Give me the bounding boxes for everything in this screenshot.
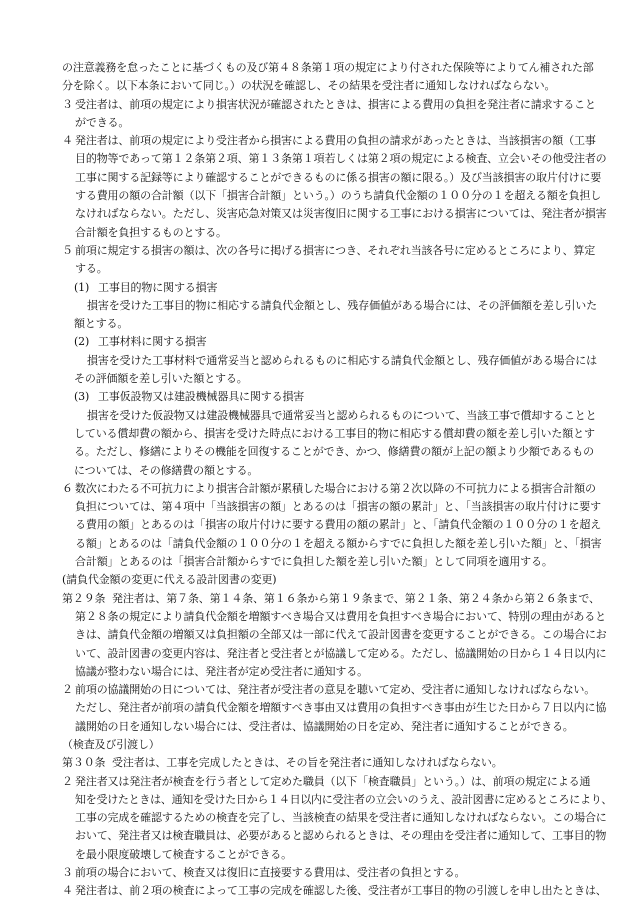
text-line: いて、設計図書の変更内容は、発注者と受注者とが協議して定める。ただし、協議開始の日から１４日以内に [75,646,607,660]
text-line: 発注者は、第７条、第１４条、第１６条から第１９条まで、第２１条、第２４条から第２６条まで、 [112,591,600,605]
paragraph-item [0,681,630,736]
item-number: ３ [62,97,73,111]
text-line: 合計額を負担するものとする。 [75,225,227,239]
text-line: 工事材料に関する損害 [98,335,207,349]
paragraph-item [0,96,630,133]
text-line: 合計額」とあるのは「損害合計額からすでに負担した額を差し引いた額」として同項を適用する。 [75,555,553,569]
text-line: の注意義務を怠ったことに基づくもの及び第４８条第１項の規定により付された保険等によりてん補された部 [62,61,594,74]
text-line: ただし、発注者が前項の請負代金額を増額すべき事由又は費用の負担すべき事由が生じた日から７日以内に協 [75,701,607,715]
text-line: 議開始の日を通知しない場合には、受注者は、協議開始の日を定め、発注者に通知することができる。 [75,719,574,733]
section-heading: (請負代金額の変更に代える設計図書の変更) [62,573,277,587]
item-number: ４ [62,134,73,148]
text-line: 発注者は、前項の規定により受注者から損害による費用の負担の請求があったときは、当該損害の額（工事 [75,134,596,148]
text-line: 前項の場合において、検査又は復旧に直接要する費用は、受注者の負担とする。 [75,866,466,880]
text-line: なければならない。ただし、災害応急対策又は災害復旧に関する工事における損害については、発注者が損害 [75,207,607,221]
text-line: 損害を受けた仮設物又は建設機械器具で通常妥当と認められるものについて、当該工事で償却することと [87,408,597,422]
text-line: 額とする。 [74,317,129,331]
text-line: おいて、発注者又は検査職員は、必要があると認められるときは、その理由を受注者に通知して、工事目的物 [75,829,607,843]
text-line: 負担については、第４項中「当該損害の額」とあるのは「損害の額の累計」と、「当該損害の取片付けに要す [75,500,601,514]
subitem-heading [0,279,630,297]
text-line: 第２８条の規定により請負代金額を増額すべき場合又は費用を負担すべき場合において、特別の理由があると [75,609,606,623]
paragraph-item [0,132,630,242]
subitem-heading [0,388,630,406]
subitem-number: (3) [74,390,90,404]
subitem-body [0,352,630,389]
text-line: きは、請負代金額の増額又は負担額の全部又は一部に代えて設計図書を変更することができる。この場合にお [75,628,607,642]
text-line: る費用の額」とあるのは「損害の取片付けに要する費用の額の累計」と、「請負代金額の１００分の１を超え [75,518,602,532]
text-line: する費用の額の合計額（以下「損害合計額」という。）のうち請負代金額の１００分の１を超える額を負担し [75,189,602,203]
text-line: 分を除く。以下本条において同じ。）の状況を確認し、その結果を受注者に通知しなければならない。 [62,79,556,93]
text-line: 受注者は、工事を完成したときは、その旨を発注者に通知しなければならない。 [112,756,503,770]
text-line: 前項に規定する損害の額は、次の各号に掲げる損害につき、それぞれ当該各号に定めるところにより、算定 [75,243,596,257]
item-number: ５ [62,243,73,257]
text-line: 数次にわたる不可抗力により損害合計額が累積した場合における第２次以降の不可抗力による損害合計額の [75,481,596,495]
subitem-body [0,407,630,480]
subitem-body [0,297,630,334]
article-number: 第２９条 [62,591,106,605]
text-line: する。 [75,262,108,276]
contract-text [0,59,630,901]
text-line: 工事に関する記録等により確認することができるものに係る損害の額に限る。）及び当該損害の取片付けに要 [75,170,602,184]
subitem-number: (2) [74,335,90,349]
text-line: 発注者は、前２項の検査によって工事の完成を確認した後、受注者が工事目的物の引渡しを申し出たときは、 [75,884,607,898]
text-line: 損害を受けた工事材料で通常妥当と認められるものに相応する請負代金額とし、残存価値がある場合には [87,353,597,367]
section-heading: （検査及び引渡し） [62,737,160,751]
text-line: 目的物等であって第１２条第２項、第１３条第１項若しくは第２項の規定による検査、立会いその他受注者の [75,152,607,166]
item-number: ３ [62,866,73,880]
text-line: については、その修繕費の額とする。 [74,463,259,477]
text-line: 工事仮設物又は建設機械器具に関する損害 [98,390,305,404]
text-line: その評価額を差し引いた額とする。 [74,372,248,386]
text-line: 前項の協議開始の日については、発注者が受注者の意見を聴いて定め、受注者に通知しなければならない。 [75,683,596,697]
paragraph-item [0,882,630,900]
item-number: ２ [62,683,73,697]
subitem-number: (1) [74,280,90,294]
text-line: 発注者又は発注者が検査を行う者として定めた職員（以下「検査職員」という。）は、前項の規定による通 [75,774,591,788]
article [0,590,630,681]
subitem-heading [0,333,630,351]
text-line: 知を受けたときは、通知を受けた日から１４日以内に受注者の立会いのうえ、設計図書に定めるところにより、 [75,792,613,806]
text-line: を最小限度破壊して検査することができる。 [75,847,292,861]
paragraph-item [0,480,630,571]
text-line: ができる。 [75,115,130,129]
text-line: 工事目的物に関する損害 [98,280,218,294]
item-number: ２ [62,774,73,788]
paragraph-item [0,773,630,864]
paragraph-item [0,864,630,882]
text-line: 協議が整わない場合には、発注者が定め受注者に通知する。 [75,664,368,678]
article-number: 第３０条 [62,756,106,770]
text-line: 受注者は、前項の規定により損害状況が確認されたときは、損害による費用の負担を発注者に請求すること [75,97,596,111]
text-line: る。ただし、修繕によりその機能を回復することができ、かつ、修繕費の額が上記の額より少額であるもの [74,445,594,459]
paragraph-continuation [0,59,630,96]
text-line: 損害を受けた工事目的物に相応する請負代金額とし、残存価値がある場合には、その評価額を差し引いた [87,298,597,312]
paragraph-item [0,242,630,279]
article [0,754,630,772]
text-line: している償却費の額から、損害を受けた時点における工事目的物に相応する償却費の額を差し引いた額とす [74,426,595,440]
text-line: る額」とあるのは「請負代金額の１００分の１を超える額からすでに負担した額を差し引いた額」と、「損害 [75,536,602,550]
text-line: 工事の完成を確認するための検査を完了し、当該検査の結果を受注者に通知しなければならない。この場合に [75,811,607,825]
item-number: ６ [62,481,73,495]
item-number: ４ [62,884,73,898]
